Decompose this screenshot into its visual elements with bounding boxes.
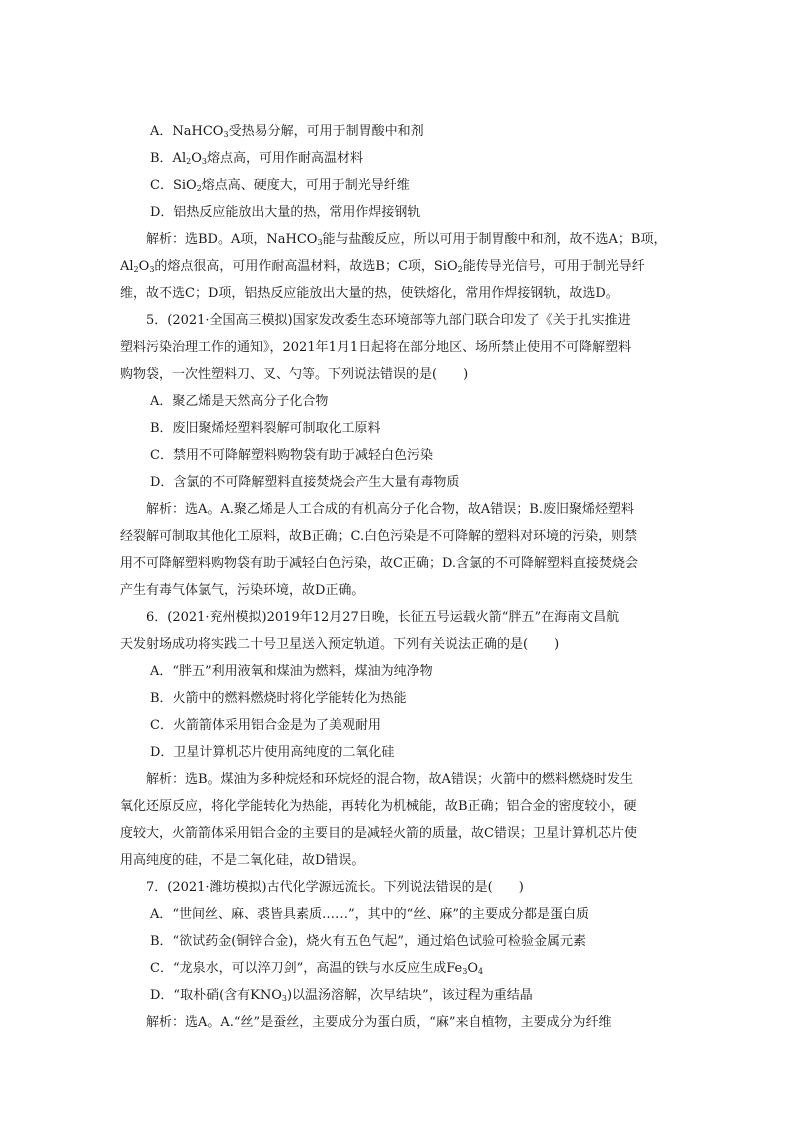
question-line: 天发射场成功将实践二十号卫星送入预定轨道。下列有关说法正确的是( ): [120, 637, 560, 652]
option-line: A．NaHCO$_3$受热易分解，可用于制胃酸中和剂: [150, 124, 424, 139]
option-line: C．禁用不可降解塑料购物袋有助于减轻白色污染: [150, 448, 433, 463]
explanation-line: 解析：选A。A.聚乙烯是人工合成的有机高分子化合物，故A错误；B.废旧聚烯烃塑料: [146, 502, 634, 517]
option-line: C．“龙泉水，可以淬刀剑”，高温的铁与水反应生成$Fe_3O_4$: [150, 961, 484, 976]
option-line: B．$Al_2O_3$熔点高，可用作耐高温材料: [150, 151, 363, 166]
option-line: C．SiO$_2$熔点高、硬度大，可用于制光导纤维: [150, 178, 410, 193]
explanation-line: $Al_2O_3$的熔点很高，可用作耐高温材料，故选B；C项，SiO$_2$能传导光信号，可用于制光导纤: [120, 259, 645, 274]
option-line: D．含氯的不可降解塑料直接焚烧会产生大量有毒物质: [150, 475, 460, 490]
explanation-line: 解析：选B。煤油为多种烷烃和环烷烃的混合物，故A错误；火箭中的燃料燃烧时发生: [146, 772, 633, 787]
option-line: A．“世间丝、麻、裘皆具素质……”，其中的“丝、麻”的主要成分都是蛋白质: [150, 907, 589, 922]
option-line: C．火箭箭体采用铝合金是为了美观耐用: [150, 718, 381, 733]
explanation-line: 用高纯度的硅，不是二氧化硅，故D错误。: [120, 853, 365, 868]
question-line: 塑料污染治理工作的通知》，2021年1月1日起将在部分地区、场所禁止使用不可降解塑料: [120, 340, 632, 355]
explanation-line: 用不可降解塑料购物袋有助于减轻白色污染，故C正确；D.含氯的不可降解塑料直接焚烧会: [120, 556, 639, 571]
question-line: 购物袋，一次性塑料刀、叉、勺等。下列说法错误的是( ): [120, 367, 469, 382]
question-line: 5．(2021·全国高三模拟)国家发改委生态环境部等九部门联合印发了《关于扎实推进: [146, 313, 631, 328]
option-line: A．“胖五”利用液氧和煤油为燃料，煤油为纯净物: [150, 664, 433, 679]
explanation-line: 解析：选A。A.“丝”是蚕丝，主要成分为蛋白质，“麻”来自植物，主要成分为纤维: [146, 1015, 612, 1030]
option-line: D．铝热反应能放出大量的热，常用作焊接钢轨: [150, 205, 421, 220]
explanation-line: 维，故不选C；D项，铝热反应能放出大量的热，使铁熔化，常用作焊接钢轨，故选D。: [120, 286, 619, 301]
explanation-line: 氧化还原反应，将化学能转化为热能，再转化为机械能，故B正确；铝合金的密度较小，硬: [120, 799, 637, 814]
option-line: D．“取朴硝(含有$KNO_3$)以温汤溶解，次早结块”，该过程为重结晶: [150, 988, 533, 1003]
question-line: 6．(2021·兖州模拟)2019年12月27日晚，长征五号运载火箭“胖五”在海南文昌航: [146, 610, 620, 625]
option-line: B．废旧聚烯烃塑料裂解可制取化工原料: [150, 421, 381, 436]
explanation-line: 解析：选BD。A项，NaHCO$_3$能与盐酸反应，所以可用于制胃酸中和剂，故不选A；B项，: [146, 232, 667, 247]
question-line: 7．(2021·潍坊模拟)古代化学源远流长。下列说法错误的是( ): [146, 880, 524, 895]
option-line: B．火箭中的燃料燃烧时将化学能转化为热能: [150, 691, 407, 706]
explanation-line: 产生有毒气体氯气，污染环境，故D正确。: [120, 583, 365, 598]
option-line: B．“欲试药金(铜锌合金)，烧火有五色气起”，通过焰色试验可检验金属元素: [150, 934, 586, 949]
option-line: A．聚乙烯是天然高分子化合物: [150, 394, 329, 409]
option-line: D．卫星计算机芯片使用高纯度的二氧化硅: [150, 745, 395, 760]
explanation-line: 经裂解可制取其他化工原料，故B正确；C.白色污染是不可降解的塑料对环境的污染，则禁: [120, 529, 638, 544]
explanation-line: 度较大，火箭箭体采用铝合金的主要目的是减轻火箭的质量，故C错误；卫星计算机芯片使: [120, 826, 637, 841]
